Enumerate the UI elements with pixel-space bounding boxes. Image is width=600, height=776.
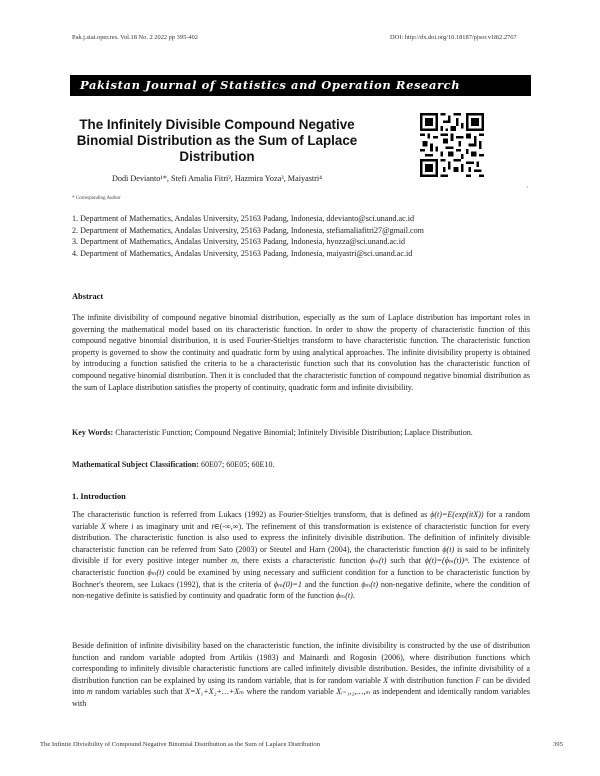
affiliation-3: 3. Department of Mathematics, Andalas University, 25163 Padang, Indonesia, hyozza@sci.unand.ac.id xyxy=(72,237,406,247)
author-list: Dodi Devianto¹*, Stefi Amalia Fitri², Hazmira Yoza³, Maiyastri⁴ xyxy=(111,174,323,183)
msc-classification xyxy=(72,459,530,471)
affiliation-1: 1. Department of Mathematics, Andalas University, 25163 Padang, Indonesia, ddevianto@sci.unand.ac.id xyxy=(72,214,415,223)
margin-mark: · xyxy=(526,183,529,192)
footer-running-title: The Infinite Divisibility of Compound Negative Binomial Distribution as the Sum of Laplace Distribution xyxy=(40,741,321,748)
abstract-text: The infinite divisibility of compound negative binomial distribution, especially as the sum of Laplace distribution has important roles in governing the mathematical model based on its characteristic function. In order to show the property of characteristic function of this compound negative binomial distribution, it is used Fourier-Stieltjes transform to have characteristic function. The characteristic function property is governed to show the continuity and quadratic form by using analytical approaches. The infinite divisibility property is obtained by introducing a function satisfied the criteria to be a characteristic function such that its convolution has the characteristic function of compound negative binomial distribution. Then it is concluded that the characteristic function of compound negative binomial distribution as the sum of Laplace distribution satisfies the property of continuity, quadratic form and infinite divisibility. xyxy=(72,313,530,392)
keywords-label: Key Words: xyxy=(72,428,114,437)
header-doi[interactable]: DOI: http://dx.doi.org/10.18187/pjsor.v18i2.2767 xyxy=(390,34,517,41)
introduction-heading: 1. Introduction xyxy=(72,492,126,501)
keywords-text: Characteristic Function; Compound Negative Binomial; Infinitely Divisible Distribution; Laplace Distribution. xyxy=(115,428,473,437)
qr-code-icon xyxy=(420,113,484,177)
abstract-heading: Abstract xyxy=(72,292,104,301)
affiliations xyxy=(72,213,424,259)
journal-banner: Pakistan Journal of Statistics and Operation Research xyxy=(70,75,531,96)
introduction-paragraph-1: The characteristic function is referred from Lukacs (1992) as Fourier-Stieltjes transform, that is defined as ϕ(t)=E(exp(itX)) for a random variable X where i as imaginary unit and t∈(-∞,∞). The refinement of this transformation is existence of characteristic function for every distribution. The characteristic function is also used to express the infinitely divisible distribution. The definition of infinitely divisible characteristic function can be referred from Sato (2003) or Steutel and Harn (2004), the characteristic function ϕ(t) is said to be infinitely divisible if for every positive integer number m, there exists a characteristic function ϕₘ(t) such that ϕ(t)=(ϕₘ(t))ᵐ. The existence of characteristic function ϕₘ(t) could be examined by using necessary and sufficient condition for a function to be characteristic function by Bochner's theorem, see Lukacs (1992), that is the criteria of ϕₘ(0)=1 and the function ϕₘ(t) non-negative definite, where the condition of non-negative definite is satisfied by continuity and quadratic form of the function ϕₘ(t). xyxy=(72,510,530,601)
msc-label: Mathematical Subject Classification: xyxy=(72,460,199,469)
msc-text: 60E07; 60E05; 60E10. xyxy=(200,460,275,469)
paper-title: The Infinitely Divisible Compound Negative Binomial Distribution as the Sum of Laplace Distribution xyxy=(76,117,358,164)
keywords xyxy=(72,427,530,439)
affiliation-4: 4. Department of Mathematics, Andalas University, 25163 Padang, Indonesia, maiyastri@sci.unand.ac.id xyxy=(72,248,413,258)
affiliation-2: 2. Department of Mathematics, Andalas University, 25163 Padang, Indonesia, stefiamaliafitri27@gmail.com xyxy=(72,225,424,235)
introduction-paragraph-2: Beside definition of infinite divisibility based on the characteristic function, the infinite divisibility is constructed by the use of distribution function and random variable adopted from Artikis (1983) and Mainardi and Rogosin (2006), where distribution functions which corresponding to infinitely divisible characteristic functions are called infinitely divisible distribution. Besides, the infinite divisibility of a distribution function can be explained by using its random variable, that is for random variable X with distribution function F can be divided into m random variables such that X=X₁+X₂+…+Xₘ where the random variable Xᵢ₌₁,₂,…,ₘ as independent and identically random variables with xyxy=(72,641,531,708)
footer-page-number: 395 xyxy=(553,741,563,748)
corresponding-author-note: * Corresponding Author xyxy=(72,196,121,201)
header-journal-ref: Pak.j.stat.oper.res. Vol.18 No. 2 2022 pp 395-402 xyxy=(72,34,198,41)
